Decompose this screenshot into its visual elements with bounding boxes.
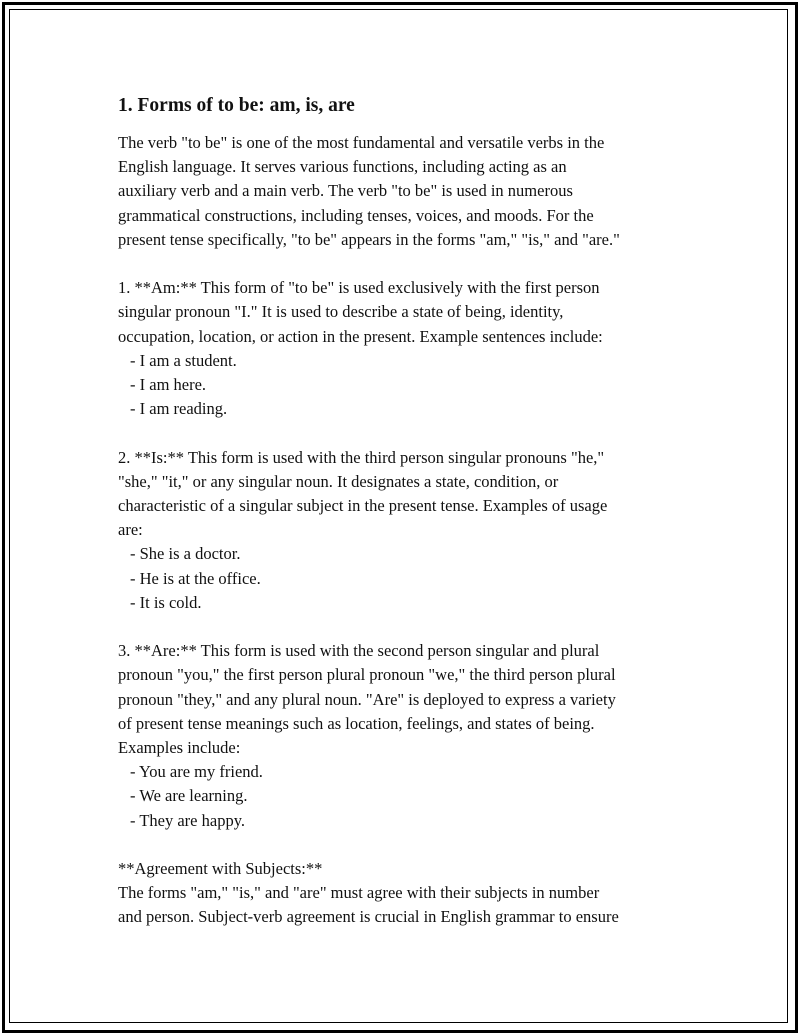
are-example: - You are my friend. bbox=[130, 762, 263, 782]
document-page bbox=[118, 93, 698, 930]
are-example: - We are learning. bbox=[130, 786, 248, 806]
are-example: - They are happy. bbox=[130, 810, 245, 830]
agreement-paragraph: The forms "am," "is," and "are" must agree with their subjects in number and person. Subject-verb agreement is crucial in English grammar to ensure bbox=[118, 883, 619, 927]
am-paragraph: 1. **Am:** This form of "to be" is used exclusively with the first person singular pronoun "I." It is used to describe a state of being, identity, occupation, location, or action in the present. Example sentences include: bbox=[118, 278, 603, 346]
are-paragraph: 3. **Are:** This form is used with the second person singular and plural pronoun "you," the first person plural pronoun "we," the third person plural pronoun "they," and any plural noun. "Are" is deployed to express a variety of present tense meanings such as location, feelings, and states of being. Examples include: bbox=[118, 641, 616, 758]
paragraph-gap bbox=[118, 833, 698, 857]
am-example: - I am reading. bbox=[130, 399, 228, 419]
agreement-title: **Agreement with Subjects:** bbox=[118, 859, 323, 879]
is-example: - She is a doctor. bbox=[130, 544, 241, 564]
paragraph-gap bbox=[118, 615, 698, 639]
is-example: - He is at the office. bbox=[130, 568, 261, 588]
is-paragraph: 2. **Is:** This form is used with the third person singular pronouns "he," "she," "it," or any singular noun. It designates a state, condition, or characteristic of a singular subject in the present tense. Examples of usage are: bbox=[118, 447, 608, 540]
paragraph-gap bbox=[118, 421, 698, 445]
intro-paragraph: The verb "to be" is one of the most fundamental and versatile verbs in the English language. It serves various functions, including acting as an auxiliary verb and a main verb. The verb "to be" is used in numerous grammatical constructions, including tenses, voices, and moods. For the present tense specifically, "to be" appears in the forms "am," "is," and "are." bbox=[118, 133, 620, 249]
am-example: - I am a student. bbox=[130, 350, 237, 370]
is-example: - It is cold. bbox=[130, 592, 202, 612]
am-example: - I am here. bbox=[130, 375, 207, 395]
section-heading: 1. Forms of to be: am, is, are bbox=[118, 95, 355, 116]
paragraph-gap bbox=[118, 252, 698, 276]
